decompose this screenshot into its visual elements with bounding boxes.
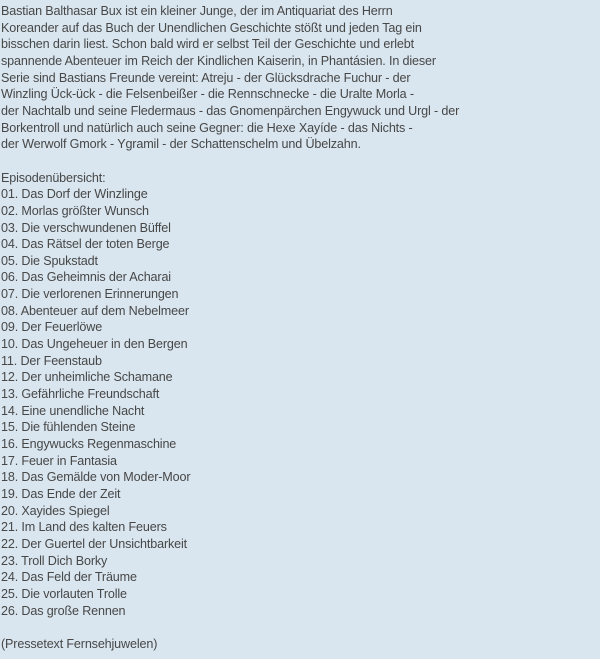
episode-item: 21. Im Land des kalten Feuers (1, 520, 167, 535)
episode-item: 12. Der unheimliche Schamane (1, 370, 173, 385)
spacer (1, 619, 600, 636)
description-line: Borkentroll und natürlich auch seine Gegner: die Hexe Xayíde - das Nichts - (1, 120, 413, 135)
episode-item: 15. Die fühlenden Steine (1, 420, 136, 435)
episode-item: 08. Abenteuer auf dem Nebelmeer (1, 303, 189, 318)
episode-item: 22. Der Guertel der Unsichtbarkeit (1, 536, 187, 551)
description-line: Koreander auf das Buch der Unendlichen Geschichte stößt und jeden Tag ein (1, 20, 422, 35)
description-line: Bastian Balthasar Bux ist ein kleiner Junge, der im Antiquariat des Herrn (1, 4, 393, 18)
episode-item: 17. Feuer in Fantasia (1, 453, 117, 468)
description-line: Serie sind Bastians Freunde vereint: Atreju - der Glücksdrache Fuchur - der (1, 70, 411, 85)
episode-item: 02. Morlas größter Wunsch (1, 203, 149, 218)
episode-item: 26. Das große Rennen (1, 603, 126, 618)
episodes-heading: Episodenübersicht: (1, 170, 106, 185)
episode-item: 07. Die verlorenen Erinnerungen (1, 287, 179, 302)
episode-item: 11. Der Feenstaub (1, 353, 102, 368)
episode-item: 06. Das Geheimnis der Acharai (1, 270, 171, 285)
description-line: der Nachtalb und seine Fledermaus - das Gnomenpärchen Engywuck und Urgl - der (1, 103, 460, 118)
episode-item: 01. Das Dorf der Winzlinge (1, 187, 148, 202)
episode-item: 18. Das Gemälde von Moder-Moor (1, 470, 191, 485)
episode-item: 20. Xayides Spiegel (1, 503, 110, 518)
episode-item: 23. Troll Dich Borky (1, 553, 108, 568)
episode-item: 03. Die verschwundenen Büffel (1, 220, 171, 235)
episode-item: 14. Eine unendliche Nacht (1, 403, 145, 418)
spacer (1, 153, 600, 170)
source-credit: (Pressetext Fernsehjuwelen) (1, 636, 158, 651)
description-line: der Werwolf Gmork - Ygramil - der Schattenschelm und Übelzahn. (1, 137, 361, 152)
description-line: Winzling Ück-ück - die Felsenbeißer - die Rennschnecke - die Uralte Morla - (1, 87, 414, 102)
episode-item: 05. Die Spukstadt (1, 253, 98, 268)
episode-list (1, 186, 600, 619)
episode-item: 19. Das Ende der Zeit (1, 487, 121, 502)
episode-item: 24. Das Feld der Träume (1, 570, 137, 585)
episode-item: 16. Engywucks Regenmaschine (1, 437, 177, 452)
episode-item: 25. Die vorlauten Trolle (1, 586, 127, 601)
description (1, 3, 600, 153)
episode-item: 09. Der Feuerlöwe (1, 320, 103, 335)
description-line: spannende Abenteuer im Reich der Kindlichen Kaiserin, in Phantásien. In dieser (1, 53, 436, 68)
episode-item: 04. Das Rätsel der toten Berge (1, 237, 170, 252)
description-line: bisschen darin liest. Schon bald wird er selbst Teil der Geschichte und erlebt (1, 37, 414, 52)
episode-item: 10. Das Ungeheuer in den Bergen (1, 337, 188, 352)
episode-item: 13. Gefährliche Freundschaft (1, 387, 160, 402)
